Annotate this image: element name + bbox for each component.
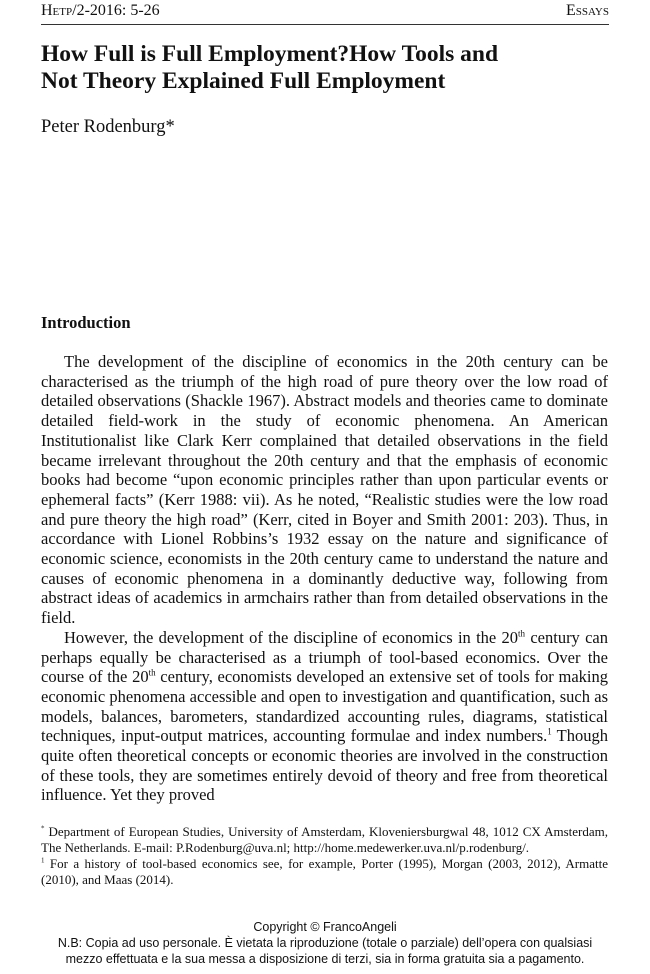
paragraph-2 (41, 628, 608, 805)
article-title-line1: How Full is Full Employment?How Tools and (41, 41, 499, 67)
ordinal-suffix: th (148, 667, 156, 678)
footnote-1 (41, 856, 608, 888)
copyright-disclaimer-line1: N.B: Copia ad uso personale. È vietata la riproduzione (totale o parziale) dell’opera con qualsiasi (57, 936, 593, 950)
copyright-notice (0, 919, 650, 967)
ordinal-suffix: th (518, 628, 526, 639)
journal-abbrev: Hetp (41, 2, 73, 19)
paragraph-2-part-b: century can perhaps equally be characterised as a triumph of tool-based economics. Over the course of the 20 (41, 627, 608, 687)
copyright-line: Copyright © FrancoAngeli (253, 920, 397, 934)
copyright-disclaimer-line2: mezzo effettuata e la sua messa a disposizione di terzi, sia in forma gratuita sia a pagamento. (65, 952, 585, 966)
section-name: Essays (565, 2, 609, 19)
article-title-line2: Not Theory Explained Full Employment (41, 68, 446, 94)
section-heading: Introduction (41, 313, 131, 332)
journal-issue (41, 2, 160, 20)
footnote-text: For a history of tool-based economics see, for example, Porter (1995), Morgan (2003, 2012), Armatte (2010), and Maas (2014). (41, 856, 608, 887)
article-title (41, 41, 601, 95)
running-head (41, 2, 609, 25)
footnote-mark: * (41, 824, 45, 833)
paragraph-1: The development of the discipline of economics in the 20th century can be characterised as the triumph of the high road of pure theory over the low road of detailed observations (Shackle 1967). Abstract models and theories came to dominate detailed field-work in the study of economic phenomena. An American Institutionalist like Clark Kerr complained that detailed observations in the field became irrelevant throughout the 20th century and that the emphasis of economic books had become “upon economic principles rather than upon particular events or ephemeral facts” (Kerr 1988: vii). As he noted, “Realistic studies were the low road and pure theory the high road” (Kerr, cited in Boyer and Smith 2001: 203). Thus, in accordance with Lionel Robbins’s 1932 essay on the nature and significance of economic science, economists in the 20th century came to understand the nature and causes of economic phenomena in a dominantly deductive way, following from abstract ideas of academics in armchairs rather than from detailed observations in the field. (41, 352, 608, 628)
journal-issue-number: /2-2016: 5-26 (72, 2, 160, 19)
paragraph-2-part-c: century, economists developed an extensive set of tools for making economic phenomena accessible and open to investigation and quantification, such as models, balances, barometers, standardized accounting rules, diagrams, statistical techniques, input-output matrices, accounting formulae and index numbers. (41, 667, 608, 746)
paragraph-2-part-d: Though quite often theoretical concepts or economic theories are involved in the construction of these tools, they are sometimes entirely devoid of theory and free from theoretical influence. Yet they proved (41, 726, 609, 805)
footnote-author (41, 824, 608, 856)
footnotes (41, 824, 608, 888)
author-name: Peter Rodenburg* (41, 117, 175, 137)
paragraph-2-part-a: However, the development of the discipline of economics in the 20 (64, 627, 519, 647)
body-text (41, 352, 608, 805)
footnote-reference[interactable]: 1 (547, 726, 552, 737)
footnote-text: Department of European Studies, University of Amsterdam, Kloveniersburgwal 48, 1012 CX Amsterdam, The Netherlands. E-mail: P.Rodenburg@uva.nl; http://home.medewerker.uva.nl/p.rodenburg/. (41, 824, 608, 855)
footnote-mark: 1 (41, 856, 45, 865)
